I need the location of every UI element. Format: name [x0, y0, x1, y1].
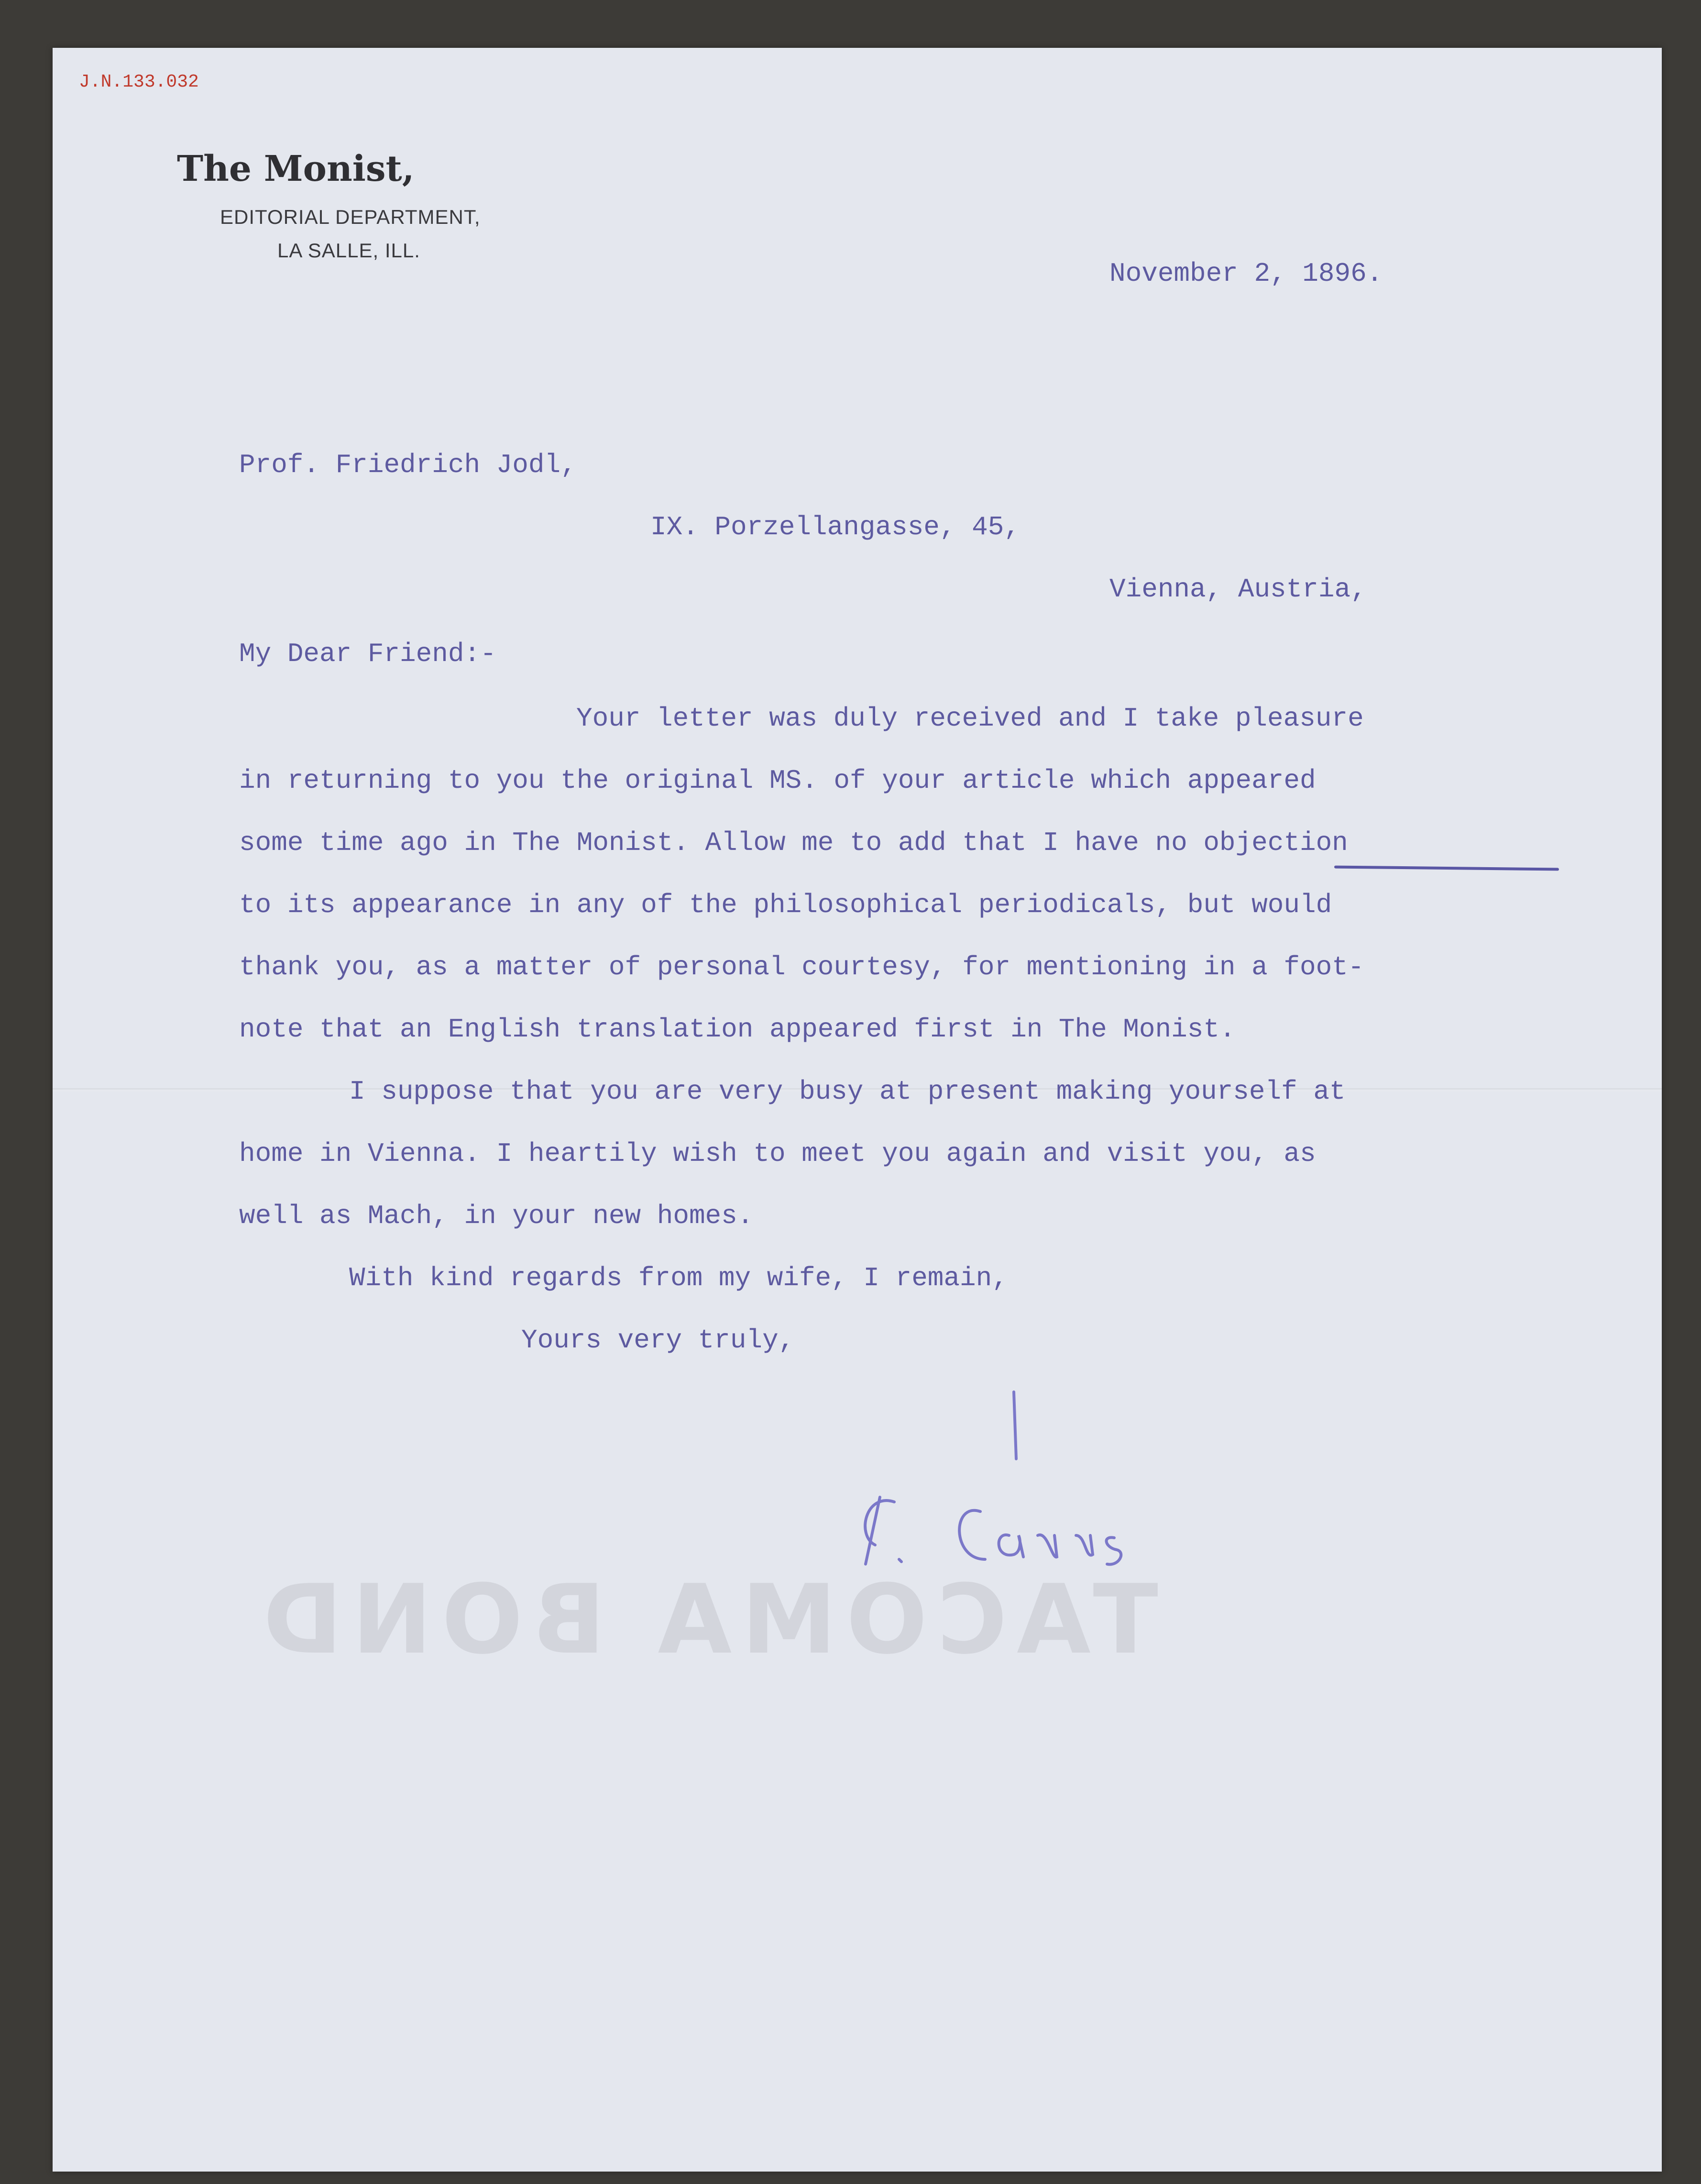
letterhead-department: EDITORIAL DEPARTMENT, — [220, 206, 481, 228]
handwritten-underline — [1334, 866, 1559, 871]
body-line: note that an English translation appeared first in The Monist. — [239, 1014, 1236, 1045]
body-line: I suppose that you are very busy at present making yourself at — [349, 1076, 1346, 1107]
body-line: some time ago in The Monist. Allow me to add that I have no objection — [239, 827, 1348, 858]
salutation: My Dear Friend:- — [239, 639, 496, 669]
body-line: in returning to you the original MS. of your article which appeared — [239, 765, 1316, 796]
body-line: home in Vienna. I heartily wish to meet you again and visit you, as — [239, 1138, 1316, 1169]
letter-sheet — [53, 48, 1662, 2172]
body-line: to its appearance in any of the philosophical periodicals, but would — [239, 890, 1332, 920]
body-line: With kind regards from my wife, I remain, — [349, 1263, 1008, 1293]
body-line: thank you, as a matter of personal courtesy, for mentioning in a foot- — [239, 952, 1364, 982]
letterhead-title: The Monist, — [177, 148, 415, 189]
letter-date: November 2, 1896. — [1109, 258, 1383, 289]
recipient-name: Prof. Friedrich Jodl, — [239, 450, 577, 480]
signature — [808, 1378, 1286, 1593]
body-line: Your letter was duly received and I take pleasure — [576, 703, 1364, 734]
body-line: well as Mach, in your new homes. — [239, 1201, 754, 1231]
letterhead-location: LA SALLE, ILL. — [277, 239, 420, 262]
watermark: TACOMA BOND — [253, 1564, 1158, 1676]
recipient-city: Vienna, Austria, — [1109, 574, 1367, 605]
closing: Yours very truly, — [521, 1325, 795, 1356]
archive-reference: J.N.133.032 — [79, 72, 199, 92]
recipient-street: IX. Porzellangasse, 45, — [650, 512, 1020, 542]
